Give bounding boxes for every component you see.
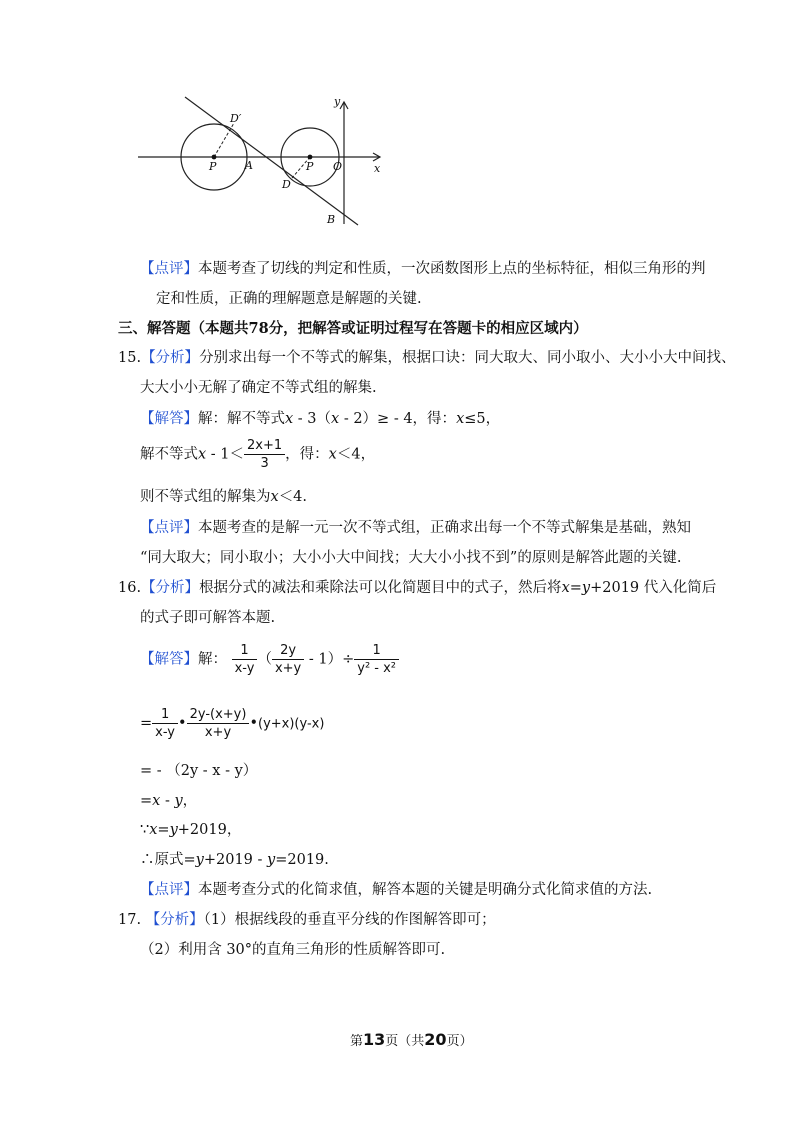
- q16-expression-2: = $\frac{1}{x-y}$ • $\frac{2y-(x+y)}{x+y}$ •(y+x)(y-x): [140, 707, 325, 740]
- label-b: B: [327, 213, 336, 226]
- section-heading: 三、解答题（本题共78分，把解答或证明过程写在答题卡的相应区域内）: [118, 320, 588, 337]
- page-total: 20: [424, 1030, 447, 1049]
- q17-number: 17.: [118, 912, 142, 928]
- label-d-prime: D′: [230, 112, 242, 125]
- q16-line4: =x - y，: [140, 793, 198, 809]
- analysis-tag: 【分析】: [141, 580, 200, 596]
- fraction: $\frac{1}{\text{y² - x²}}$: [354, 642, 399, 677]
- q16-analysis-line1: 16.【分析】根据分式的减法和乘除法可以化简题目中的式子，然后将x=y+2019 代入化简后: [118, 580, 717, 596]
- fraction: $\frac{2y-(x+y)}{x+y}$: [187, 706, 250, 741]
- center-p-left: [212, 155, 217, 160]
- review-tag: 【点评】: [140, 520, 198, 536]
- q17-analysis-line1: 17. 【分析】（1）根据线段的垂直平分线的作图解答即可；: [118, 912, 496, 928]
- q17-analysis-line2: （2）利用含 30°的直角三角形的性质解答即可.: [140, 942, 446, 958]
- q16-line6: ∴原式=y+2019 - y=2019.: [140, 852, 329, 868]
- answer-tag: 【解答】: [140, 411, 198, 427]
- label-x: x: [374, 162, 381, 175]
- page-number: 13: [363, 1030, 386, 1049]
- q15-analysis-line1: 15.【分析】分别求出每一个不等式的解集，根据口诀：同大取大、同小取小、大小小大中间找、: [118, 350, 736, 366]
- review-tag: 【点评】: [140, 882, 198, 898]
- fraction: $\frac{2y}{x+y}$: [272, 642, 304, 677]
- review-tag: 【点评】: [140, 261, 198, 277]
- q16-expression-1: 【解答】解： $\frac{1}{x-y}$ （ $\frac{2y}{x+y}$ - 1）÷ $\frac{1}{\text{y² - x²}}$: [140, 642, 399, 677]
- q15-answer-line2: 解不等式x - 1＜ $\frac{2x+1}{3}$ ，得：x＜4，: [140, 438, 376, 471]
- fraction: $\frac{1}{x-y}$: [152, 706, 178, 741]
- page-footer: 第13页（共20页）: [350, 1030, 473, 1049]
- analysis-tag: 【分析】: [141, 350, 200, 366]
- label-p-left: P: [209, 160, 217, 173]
- q16-line5: ∵x=y+2019，: [140, 822, 242, 838]
- label-p-right: P: [306, 160, 314, 173]
- label-a: A: [245, 159, 253, 172]
- fraction: $\frac{1}{x-y}$: [232, 642, 258, 677]
- analysis-tag: 【分析】: [145, 912, 204, 928]
- q15-analysis-line2: 大大小小无解了确定不等式组的解集.: [140, 380, 377, 396]
- label-y: y: [334, 95, 341, 108]
- q15-review-line2: “同大取大；同小取小；大小小大中间找；大大小小找不到”的原则是解答此题的关键.: [140, 550, 682, 566]
- q15-answer-line3: 则不等式组的解集为x＜4.: [140, 489, 308, 505]
- q16-line3: = - （2y - x - y）: [140, 763, 258, 779]
- q15-review-line1: 【点评】本题考查的是解一元一次不等式组，正确求出每一个不等式解集是基础，熟知: [140, 520, 691, 536]
- fraction: $\frac{2x+1}{3}$: [244, 437, 285, 472]
- q15-answer-line1: 【解答】解：解不等式x - 3（x - 2）≥ - 4，得：x≤5，: [140, 411, 501, 427]
- q16-review-line1: 【点评】本题考查分式的化简求值，解答本题的关键是明确分式化简求值的方法.: [140, 882, 653, 898]
- label-d: D: [282, 178, 291, 191]
- p14-review-line2: 定和性质，正确的理解题意是解题的关键.: [156, 291, 422, 307]
- label-o: O: [333, 160, 343, 173]
- q16-number: 16.: [118, 580, 142, 596]
- p14-review-line1: 【点评】本题考查了切线的判定和性质，一次函数图形上点的坐标特征，相似三角形的判: [140, 261, 706, 277]
- answer-tag: 【解答】: [140, 651, 198, 668]
- q15-number: 15.: [118, 350, 142, 366]
- geometry-figure: [130, 92, 400, 232]
- q16-analysis-line2: 的式子即可解答本题.: [140, 610, 276, 626]
- center-p-right: [308, 155, 313, 160]
